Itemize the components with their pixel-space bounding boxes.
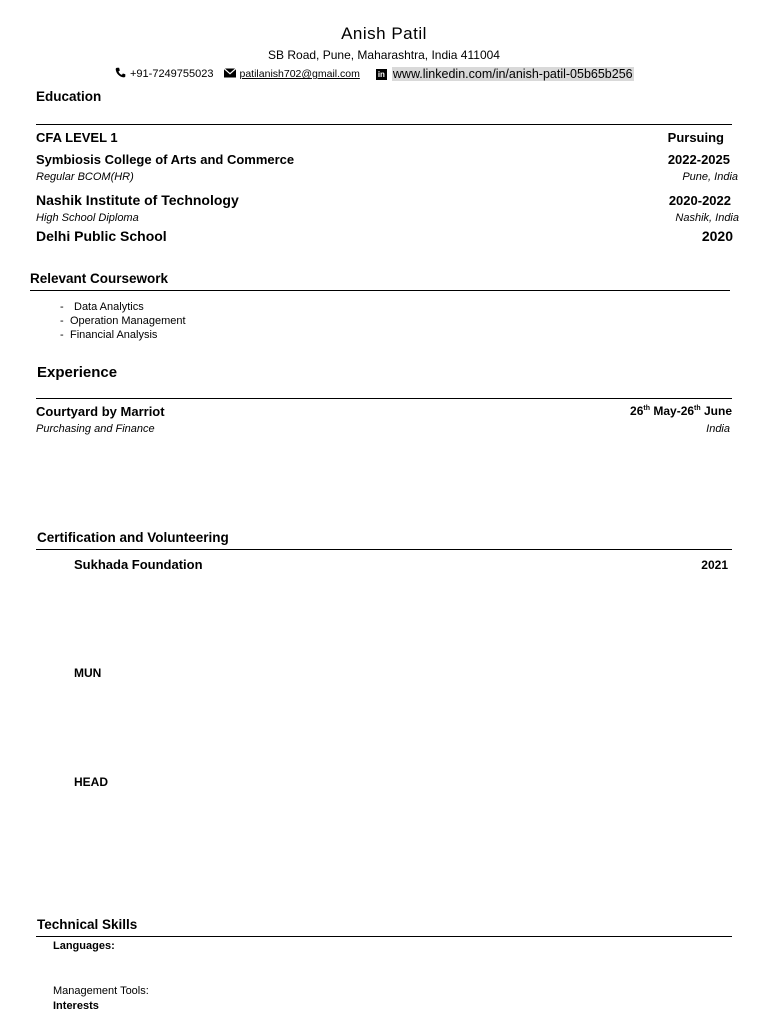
education-school: Symbiosis College of Arts and Commerce [36,152,295,167]
certification-item: HEAD [74,775,109,789]
phone-number: +91-7249755023 [130,68,214,80]
phone-icon [115,67,126,81]
divider [36,398,732,399]
section-title-experience: Experience [37,364,118,381]
section-title-coursework: Relevant Coursework [30,271,169,286]
education-date: 2020 [701,228,733,244]
resume-name: Anish Patil [341,24,427,43]
list-item: - Operation Management [60,315,186,327]
address: SB Road, Pune, Maharashtra, India 411004 [268,48,500,62]
education-school: Delhi Public School [36,228,167,244]
divider [36,124,732,125]
education-degree: Regular BCOM(HR) [36,171,134,183]
section-title-education: Education [36,89,102,104]
experience-role: Purchasing and Finance [36,423,155,435]
linkedin-icon: in [377,69,385,79]
education-date: 2022-2025 [667,152,730,167]
certification-item: Sukhada Foundation [74,557,203,572]
section-title-certification: Certification and Volunteering [37,530,229,545]
envelope-icon [224,68,236,81]
experience-date: 26th May-26th June [630,404,732,418]
contact-line [115,67,634,81]
experience-company: Courtyard by Marriot [36,404,165,419]
education-location: Nashik, India [675,212,739,224]
experience-location: India [706,423,730,435]
skills-management-label: Management Tools: [53,985,149,997]
certification-item: MUN [74,666,102,680]
section-title-technical-skills: Technical Skills [37,917,138,932]
skills-languages-label: Languages: [53,940,115,952]
education-degree: High School Diploma [36,212,139,224]
education-school: CFA LEVEL 1 [36,130,118,145]
education-school: Nashik Institute of Technology [36,192,239,208]
education-date: Pursuing [667,130,724,145]
education-date: 2020-2022 [668,193,731,208]
certification-year: 2021 [701,558,728,572]
divider [36,549,732,550]
divider [36,936,732,937]
email-link[interactable]: patilanish702@gmail.com [239,68,360,80]
skills-interests-label: Interests [53,1000,99,1012]
list-item: - Data Analytics [60,301,144,313]
divider [30,290,730,291]
list-item: - Financial Analysis [60,329,158,341]
education-location: Pune, India [682,171,738,183]
linkedin-link[interactable]: www.linkedin.com/in/anish-patil-05b65b256 [392,67,633,81]
